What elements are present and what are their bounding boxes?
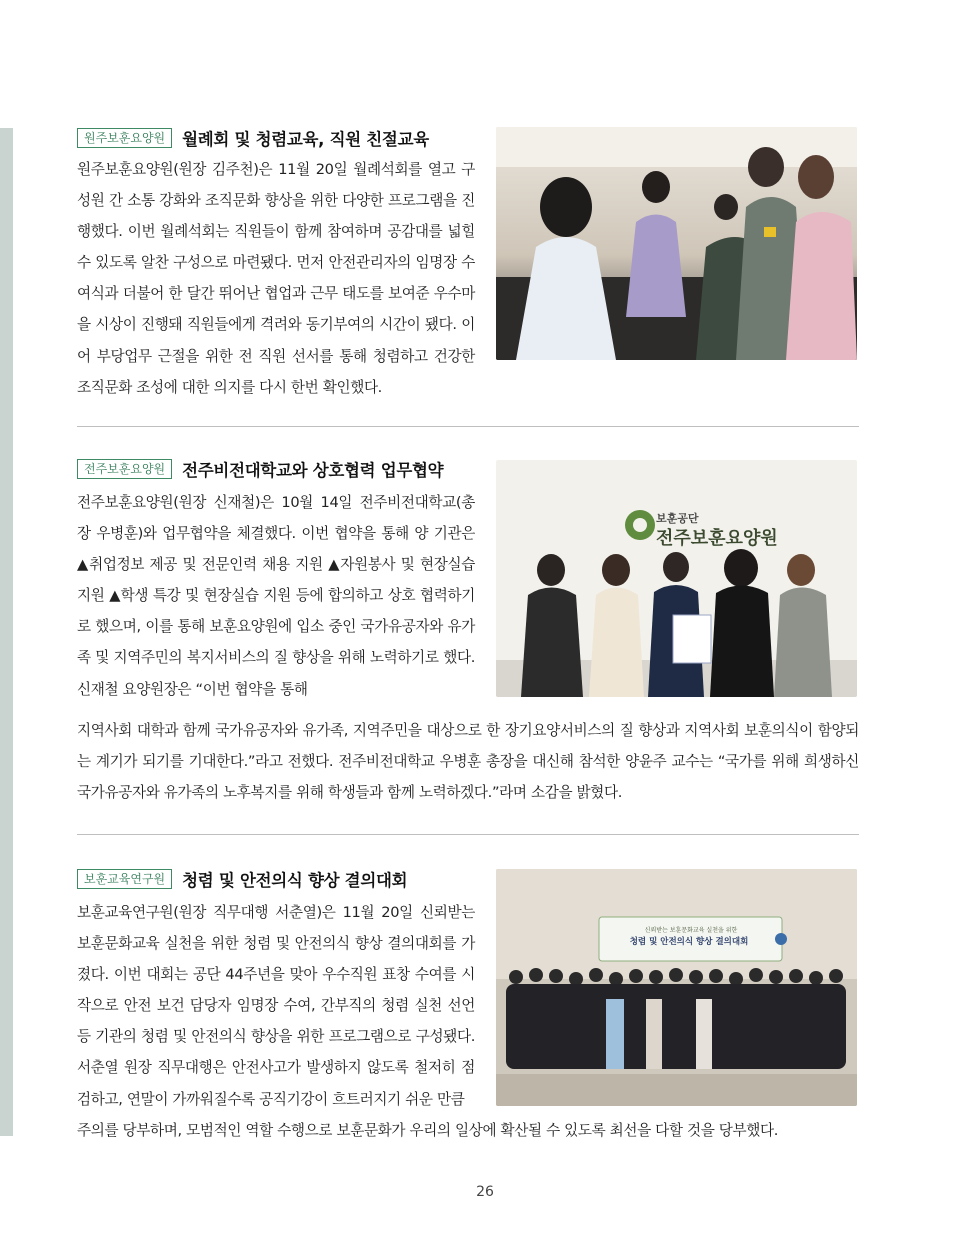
organization-tag: 전주보훈요양원 — [77, 459, 172, 479]
sign-small: 보훈공단 — [656, 512, 699, 525]
organization-tag: 원주보훈요양원 — [77, 128, 172, 148]
photo-mou-signing — [496, 460, 857, 697]
photo-resolution-ceremony — [496, 869, 857, 1106]
article-title: 전주비전대학교와 상호협력 업무협약 — [182, 461, 444, 480]
article-title: 청렴 및 안전의식 향상 결의대회 — [182, 871, 408, 890]
banner-large: 청렴 및 안전의식 향상 결의대회 — [629, 937, 749, 947]
banner-small: 신뢰받는 보훈문화교육 실천을 위한 — [644, 927, 738, 934]
section-divider — [77, 834, 859, 835]
article-heading — [77, 126, 429, 150]
side-accent-bar — [0, 128, 13, 1136]
article-body-bottom: 주의를 당부하며, 모범적인 역할 수행으로 보훈문화가 우리의 일상에 확산될 수 있도록 최선을 다할 것을 당부했다. — [77, 1122, 779, 1139]
article-body-top: 전주보훈요양원(원장 신재철)은 10월 14일 전주비전대학교(총장 우병훈)와 업무협약을 체결했다. 이번 협약을 통해 양 기관은 ▲취업정보 제공 및 전문인력 채용 지원 ▲자원봉사 및 현장실습 지원 ▲학생 특강 및 현장실습 지원 등에 합의하고 상호 협력하기로 했으며, 이를 통해 보훈요양원에 입소 중인 국가유공자와 유가족 및 지역주민의 복지서비스의 질 향상을 위해 노력하기로 했다. 신재철 요양원장은 “이번 협약을 통해 — [77, 494, 475, 698]
article-heading — [77, 867, 407, 891]
photo-staff-meeting — [496, 127, 857, 360]
article-body: 원주보훈요양원(원장 김주천)은 11월 20일 월례석회를 열고 구성원 간 소통 강화와 조직문화 향상을 위한 다양한 프로그램을 진행했다. 이번 월례석회는 직원들이 함께 참여하며 공감대를 넓힐 수 있도록 알찬 구성으로 마련됐다. 먼저 안전관리자의 임명장 수여식과 더불어 한 달간 뛰어난 협업과 근무 태도를 보여준 우수마을 시상이 진행돼 직원들에게 격려와 동기부여의 시간이 됐다. 이어 부당업무 근절을 위한 전 직원 선서를 통해 청렴하고 건강한 조직문화 조성에 대한 의지를 다시 한번 확인했다. — [77, 161, 475, 396]
sign-large: 전주보훈요양원 — [656, 528, 778, 549]
article-title: 월례회 및 청렴교육, 직원 친절교육 — [182, 130, 429, 149]
organization-tag: 보훈교육연구원 — [77, 869, 172, 889]
article-body-bottom: 지역사회 대학과 함께 국가유공자와 유가족, 지역주민을 대상으로 한 장기요양서비스의 질 향상과 지역사회 보훈의식이 함양되는 계기가 되기를 기대한다.”라고 전했다. 전주비전대학교 우병훈 총장을 대신해 참석한 양윤주 교수는 “국가를 위해 희생하신 국가유공자와 유가족의 노후복지를 위해 학생들과 함께 노력하겠다.”라며 소감을 밝혔다. — [77, 722, 859, 802]
article-heading — [77, 457, 443, 481]
page-number: 26 — [476, 1184, 494, 1200]
section-divider — [77, 426, 859, 427]
article-body-top: 보훈교육연구원(원장 직무대행 서춘열)은 11월 20일 신뢰받는 보훈문화교육 실천을 위한 청렴 및 안전의식 향상 결의대회를 가졌다. 이번 대회는 공단 44주년을 맞아 우수직원 표창 수여를 시작으로 안전 보건 담당자 임명장 수여, 간부직의 청렴 실천 선언 등 기관의 청렴 및 안전의식 향상을 위한 프로그램으로 구성됐다. 서춘열 원장 직무대행은 안전사고가 발생하지 않도록 철저히 점검하고, 연말이 가까워질수록 공직기강이 흐트러지기 쉬운 만큼 — [77, 904, 475, 1108]
